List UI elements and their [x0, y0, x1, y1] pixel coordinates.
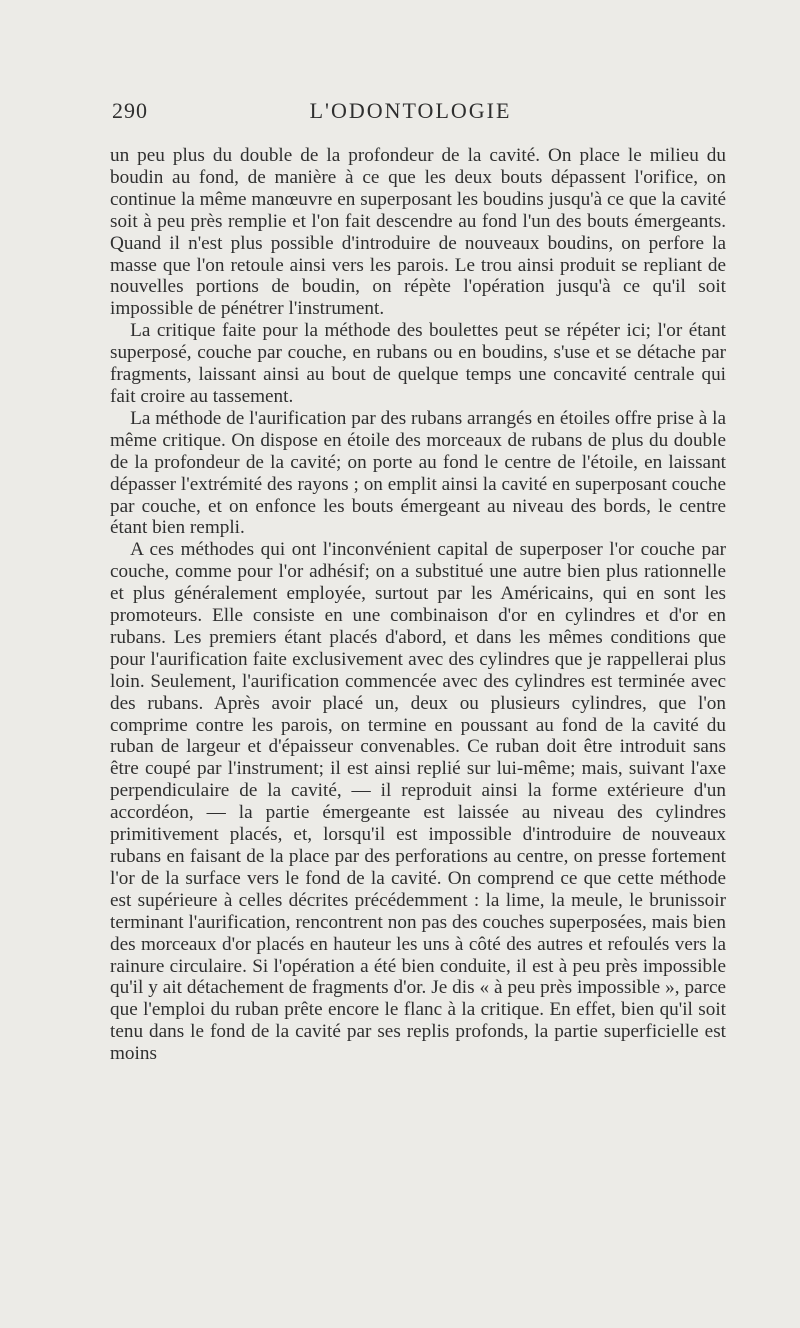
page-number: 290 [112, 98, 148, 123]
page-header [108, 98, 713, 132]
body-text [110, 145, 726, 1065]
running-title: L'ODONTOLOGIE [309, 98, 512, 123]
paragraph: A ces méthodes qui ont l'inconvénient capital de superposer l'or couche par couche, comme pour l'or adhésif; on a substitué une autre bien plus rationnelle et plus généralement employée, surtout par les Américains, qui en sont les promoteurs. Elle consiste en une combinaison d'or en cylindres et d'or en rubans. Les premiers étant placés d'abord, et dans les mêmes conditions que pour l'aurification faite exclusivement avec des cylindres que je rappellerai plus loin. Seulement, l'aurification commencée avec des cylindres est terminée avec des rubans. Après avoir placé un, deux ou plusieurs cylindres, que l'on comprime contre les parois, on termine en poussant au fond de la cavité du ruban de largeur et d'épaisseur convenables. Ce ruban doit être introduit sans être coupé par l'instrument; il est ainsi replié sur lui-même; mais, suivant l'axe perpendiculaire de la cavité, — il reproduit ainsi la forme extérieure d'un accordéon, — la partie émergeante est laissée au niveau des cylindres primitivement placés, et, lorsqu'il est impossible d'introduire de nouveaux rubans en faisant de la place par des perforations au centre, on presse fortement l'or de la surface vers le fond de la cavité. On comprend ce que cette méthode est supérieure à celles décrites précédemment : la lime, la meule, le brunissoir terminant l'aurification, rencontrent non pas des couches superposées, mais bien des morceaux d'or placés en hauteur les uns à côté des autres et refoulés vers la rainure circulaire. Si l'opération a été bien conduite, il est à peu près impossible qu'il y ait détachement de fragments d'or. Je dis « à peu près impossible », parce que l'emploi du ruban prête encore le flanc à la critique. En effet, bien qu'il soit tenu dans le fond de la cavité par ses replis profonds, la partie superficielle est moins [110, 539, 726, 1065]
paragraph: un peu plus du double de la profondeur de la cavité. On place le milieu du boudin au fond, de manière à ce que les deux bouts dépassent l'orifice, on continue la même manœuvre en superposant les boudins jusqu'à ce que la cavité soit à peu près remplie et l'on fait descendre au fond l'un des bouts émergeants. Quand il n'est plus possible d'introduire de nouveaux boudins, on perfore la masse que l'on retoule ainsi vers les parois. Le trou ainsi produit se repliant de nouvelles portions de boudin, on répète l'opération jusqu'à ce qu'il soit impossible de pénétrer l'instrument. [110, 145, 726, 320]
paragraph: La méthode de l'aurification par des rubans arrangés en étoiles offre prise à la même critique. On dispose en étoile des morceaux de rubans de plus du double de la profondeur de la cavité; on porte au fond le centre de l'étoile, en laissant dépasser l'extrémité des rayons ; on emplit ainsi la cavité en superposant couche par couche, et on enfonce les bouts émergeant au niveau des bords, le centre étant bien rempli. [110, 407, 726, 539]
paragraph: La critique faite pour la méthode des boulettes peut se répéter ici; l'or étant superposé, couche par couche, en rubans ou en boudins, s'use et se détache par fragments, laissant ainsi au bout de quelque temps une concavité centrale qui fait croire au tassement. [110, 320, 726, 407]
